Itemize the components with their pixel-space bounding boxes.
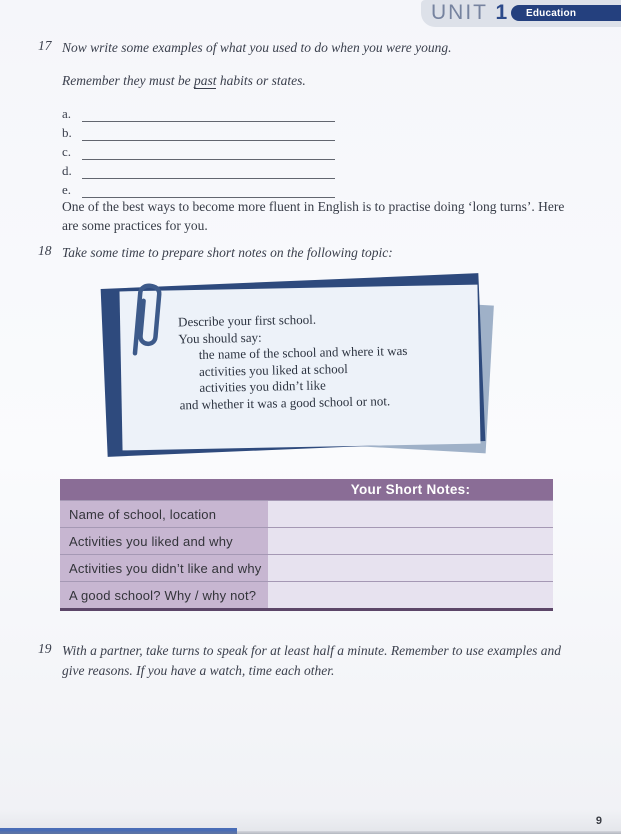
reminder-pre: Remember they must be	[62, 73, 194, 88]
table-header-title: Your Short Notes:	[350, 482, 471, 497]
table-row-notes-cell	[268, 528, 553, 554]
exercise-17	[38, 38, 451, 58]
unit-label: UNIT	[431, 1, 488, 24]
table-row-notes-cell	[268, 501, 553, 527]
fluency-note: One of the best ways to become more fluent in English is to practise doing ‘long turns’. Here are some practices for you.	[62, 199, 565, 233]
blank-letter: a.	[62, 106, 72, 121]
card-line: Describe your first school.	[177, 311, 317, 330]
exercise-19-number: 19	[38, 641, 52, 656]
topic-card-stack	[88, 272, 508, 462]
exercise-19-prompt: With a partner, take turns to speak for at least half a minute. Remember to use examples and give reasons. If you have a watch, time each other.	[62, 643, 562, 678]
card-line: activities you didn’t like	[199, 377, 326, 395]
table-row-label: Activities you didn’t like and why	[60, 555, 268, 581]
table-row-notes-cell	[268, 582, 553, 608]
blank-writing-line	[82, 183, 335, 198]
blank-letter: d.	[62, 163, 72, 178]
card-line: the name of the school and where it was	[198, 342, 408, 362]
blank-letter: b.	[62, 125, 72, 140]
reminder-post: habits or states.	[216, 73, 306, 88]
blank-letter: c.	[62, 144, 72, 159]
answer-blank-d	[62, 160, 335, 179]
blank-writing-line	[82, 145, 335, 160]
exercise-17-number: 17	[38, 38, 52, 53]
table-row-label: Name of school, location	[60, 501, 268, 527]
subject-badge-label: Education	[526, 7, 577, 19]
table-row	[60, 500, 553, 527]
exercise-17-prompt: Now write some examples of what you used to do when you were young.	[62, 40, 452, 55]
exercise-18-number: 18	[38, 243, 52, 258]
exercise-17-reminder	[62, 73, 306, 89]
short-notes-table	[60, 479, 553, 611]
card-line: activities you liked at school	[198, 360, 348, 379]
answer-blank-a	[62, 103, 335, 122]
table-header-row	[60, 479, 553, 500]
card-line: and whether it was a good school or not.	[179, 392, 391, 412]
exercise-19	[38, 641, 574, 681]
exercise-18	[38, 243, 393, 263]
blank-writing-line	[82, 126, 335, 141]
topic-card	[120, 285, 481, 451]
blank-writing-line	[82, 164, 335, 179]
blank-writing-line	[82, 107, 335, 122]
table-row-label: Activities you liked and why	[60, 528, 268, 554]
unit-title	[431, 1, 507, 25]
answer-blank-e	[62, 179, 335, 198]
exercise-18-prompt: Take some time to prepare short notes on the following topic:	[62, 245, 393, 260]
paperclip-icon	[122, 273, 168, 366]
subject-badge	[511, 5, 621, 21]
blank-letter: e.	[62, 182, 72, 197]
card-line: You should say:	[178, 329, 262, 346]
table-row-notes-cell	[268, 555, 553, 581]
table-row	[60, 581, 553, 608]
table-row	[60, 527, 553, 554]
answer-blank-c	[62, 141, 335, 160]
table-row	[60, 554, 553, 581]
unit-number: 1	[495, 1, 508, 24]
answer-blank-b	[62, 122, 335, 141]
reminder-underlined-word: past	[193, 73, 217, 88]
page-number: 9	[595, 815, 602, 827]
table-row-label: A good school? Why / why not?	[60, 582, 268, 608]
topic-card-text	[178, 310, 409, 413]
